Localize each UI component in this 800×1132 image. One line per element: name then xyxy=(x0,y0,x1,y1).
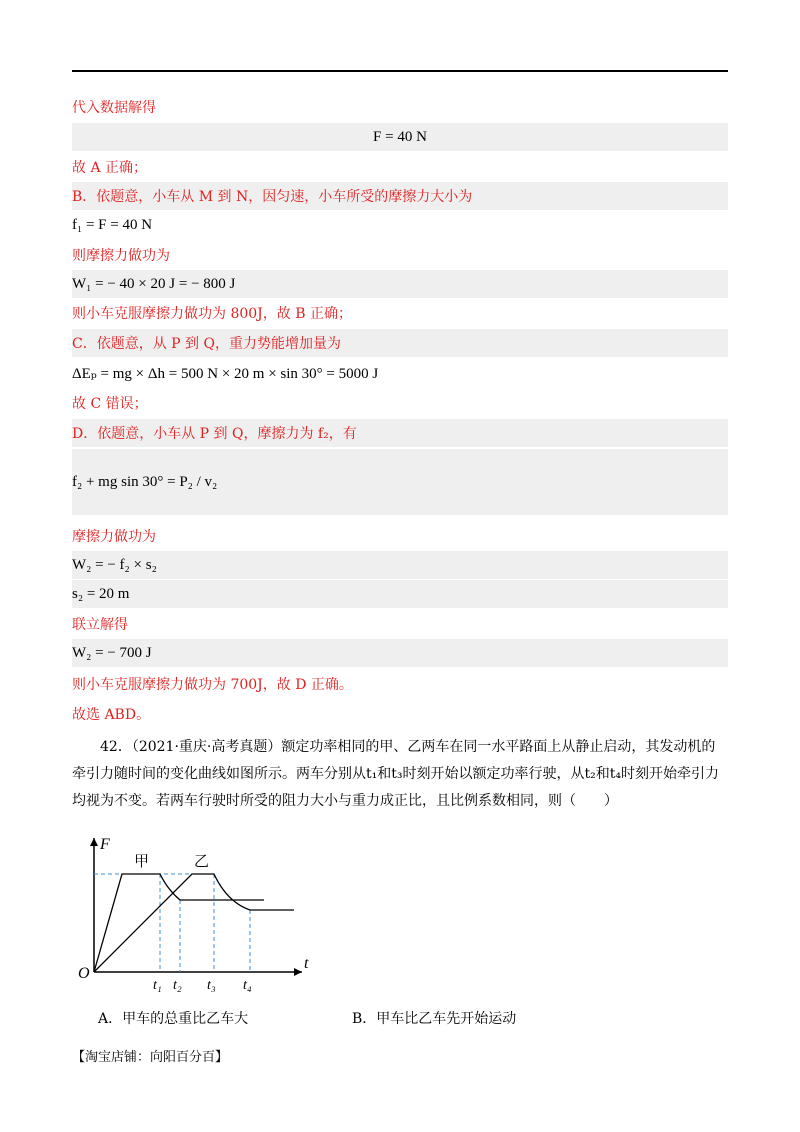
curve-jia-label: 甲 xyxy=(134,852,150,870)
curve-jia xyxy=(94,874,264,972)
solution-line-14: 摩擦力做功为 xyxy=(72,529,156,545)
final-answer: 故选 ABD。 xyxy=(72,707,151,723)
equation-delta-ep: ΔEₚ = mg × Δh = 500 N × 20 m × sin 30° = 5000 J xyxy=(72,365,379,382)
solution-line-8: 则小车克服摩擦力做功为 800J，故 B 正确； xyxy=(72,306,352,322)
option-d-analysis: D．依题意，小车从 P 到 Q，摩擦力为 f₂，有 xyxy=(72,419,728,447)
solution-line-6: 则摩擦力做功为 xyxy=(72,248,170,264)
tick-t3: t₃ xyxy=(207,978,216,992)
force-time-graph xyxy=(72,832,332,992)
question-42-text: 42．（2021·重庆·高考真题）额定功率相同的甲、乙两车在同一水平路面上从静止启动，其发动机的牵引力随时间的变化曲线如图所示。两车分别从t₁和t₃时刻开始以额定功率行驶，从t₂和t₄时刻开始牵引力均视为不变。若两车行驶时所受的阻力大小与重力成正比，且比例系数相同，则（ ） xyxy=(72,739,719,809)
tick-t2: t₂ xyxy=(173,978,182,992)
equation-w2-result: W₂ = − 700 J xyxy=(72,639,728,667)
header-rule xyxy=(72,70,728,72)
option-c-analysis: C．依题意，从 P 到 Q，重力势能增加量为 xyxy=(72,329,728,357)
option-a[interactable]: A．甲车的总重比乙车大 xyxy=(98,1011,249,1027)
equation-f1: f₁ = F = 40 N xyxy=(72,216,153,233)
y-axis-label: F xyxy=(100,836,110,853)
equation-w2: W₂ = − f₂ × s₂ xyxy=(72,551,728,579)
tick-t4: t₄ xyxy=(243,978,252,992)
option-b-analysis: B．依题意，小车从 M 到 N，因匀速，小车所受的摩擦力大小为 xyxy=(72,182,728,210)
solution-line-17: 联立解得 xyxy=(72,617,128,633)
equation-w1: W₁ = − 40 × 20 J = − 800 J xyxy=(72,270,728,298)
origin-label: O xyxy=(78,965,90,982)
equation-s2: s₂ = 20 m xyxy=(72,580,728,608)
tick-t1: t₁ xyxy=(153,978,162,992)
solution-line-1: 代入数据解得 xyxy=(72,100,156,116)
footer-shop-label: 【淘宝店铺：向阳百分百】 xyxy=(72,1050,229,1065)
solution-line-3: 故 A 正确； xyxy=(72,160,148,176)
solution-line-19: 则小车克服摩擦力做功为 700J，故 D 正确。 xyxy=(72,677,353,693)
equation-f2: f₂ + mg sin 30° = P₂ / v₂ xyxy=(72,449,728,515)
solution-line-11: 故 C 错误； xyxy=(72,396,148,412)
x-axis-label: t xyxy=(304,955,309,972)
option-b[interactable]: B．甲车比乙车先开始运动 xyxy=(352,1011,517,1027)
y-axis-arrow xyxy=(90,838,98,846)
equation-f: F = 40 N xyxy=(72,123,728,151)
curve-yi xyxy=(94,874,294,972)
curve-yi-label: 乙 xyxy=(194,852,210,870)
x-axis-arrow xyxy=(294,968,302,976)
